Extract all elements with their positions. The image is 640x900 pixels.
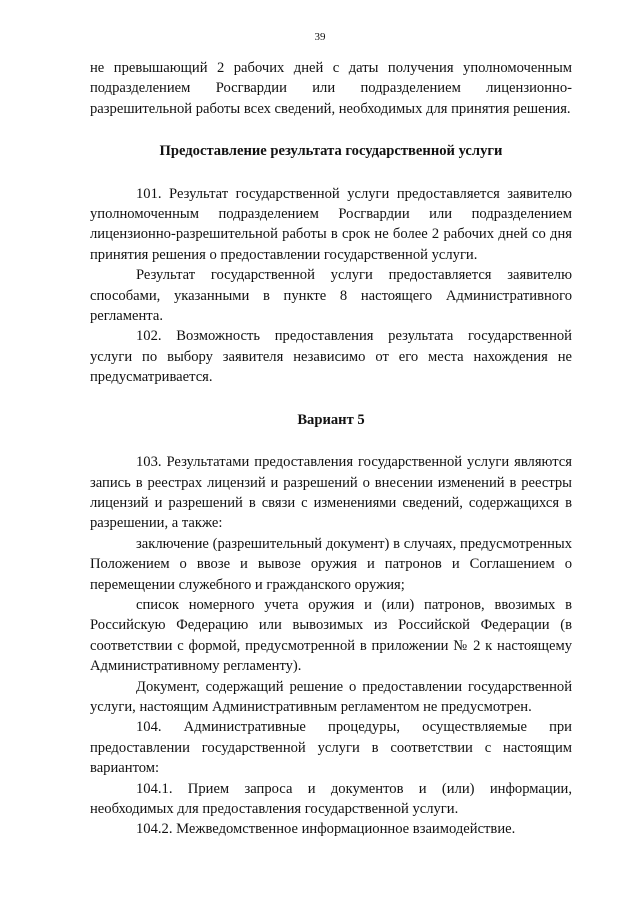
- page-number: 39: [314, 31, 326, 43]
- paragraph-104: 104. Административные процедуры, осуществляемые при предоставлении государственной услуги в соответствии с настоящим вариантом:: [90, 719, 572, 777]
- paragraph-result-methods: Результат государственной услуги предоставляется заявителю способами, указанными в пункте 8 настоящего Административного регламента.: [90, 267, 572, 325]
- paragraph-101: 101. Результат государственной услуги предоставляется заявителю уполномоченным подразделением Росгвардии или подразделением лицензионно-разрешительной работы в срок не более 2 рабочих дней со дня принятия решения о предоставлении государственной услуги.: [90, 185, 572, 263]
- paragraph-103: 103. Результатами предоставления государственной услуги являются запись в реестрах лицензий и разрешений о внесении изменений в реестры лицензий и разрешений в связи с изменениями сведений, содержащихся в разрешении, а также:: [90, 454, 572, 532]
- section-heading-variant-5: Вариант 5: [297, 411, 365, 428]
- spacer: [90, 119, 572, 141]
- document-body: [90, 58, 572, 840]
- paragraph-conclusion: заключение (разрешительный документ) в случаях, предусмотренных Положением о ввозе и вывозе оружия и патронов и Соглашением о перемещении служебного и гражданского оружия;: [90, 535, 572, 593]
- spacer: [90, 162, 572, 184]
- paragraph-104-2: 104.2. Межведомственное информационное взаимодействие.: [136, 821, 516, 838]
- spacer: [90, 430, 572, 452]
- paragraph-decision-document: Документ, содержащий решение о предоставлении государственной услуги, настоящим Административным регламентом не предусмотрен.: [90, 678, 572, 715]
- section-heading-result: Предоставление результата государственной услуги: [159, 143, 503, 160]
- spacer: [90, 388, 572, 410]
- paragraph-numbered-list: список номерного учета оружия и (или) патронов, ввозимых в Российскую Федерацию или вывозимых из Российской Федерации (в соответствии с формой, предусмотренной в приложении № 2 к настоящему Административному регламенту).: [90, 596, 572, 675]
- paragraph-104-1: 104.1. Прием запроса и документов и (или) информации, необходимых для предоставления государственной услуги.: [90, 780, 572, 817]
- paragraph-102: 102. Возможность предоставления результата государственной услуги по выбору заявителя независимо от его места нахождения не предусматривается.: [90, 328, 572, 386]
- paragraph-continuation: не превышающий 2 рабочих дней с даты получения уполномоченным подразделением Росгвардии или подразделением лицензионно-разрешительной работы всех сведений, необходимых для принятия решения.: [90, 60, 572, 117]
